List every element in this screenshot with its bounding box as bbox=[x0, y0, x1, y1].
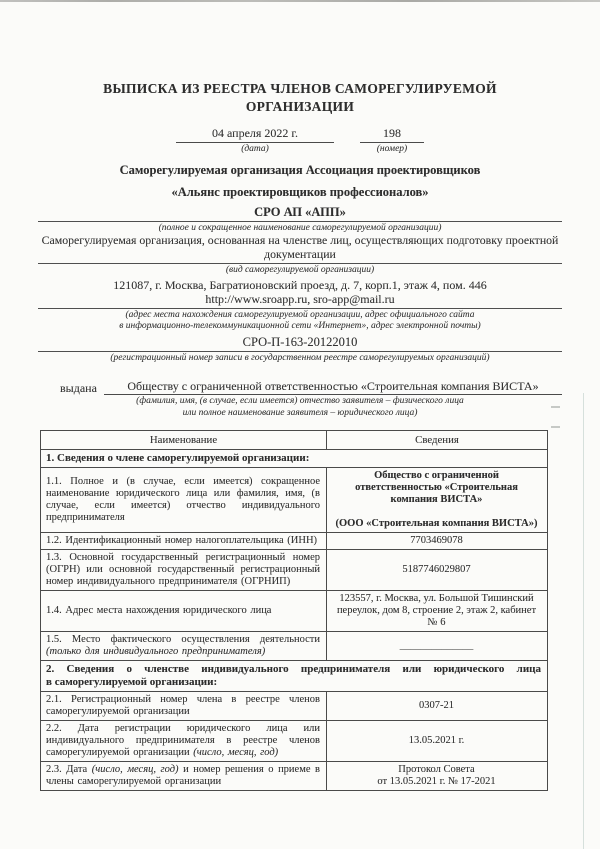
scan-artifact-top-edge bbox=[0, 0, 600, 2]
row-2-1-label: 2.1. Регистрационный номер члена в реестре членов саморегулируемой организации bbox=[41, 692, 327, 721]
section2-title bbox=[41, 661, 548, 692]
row-1-1-label: 1.1. Полное и (в случае, если имеется) сокращенное наименование юридического лица или фамилия, имя, (в случае, если имеется) отчество индивидуального предпринимателя bbox=[41, 468, 327, 533]
issue-info bbox=[38, 126, 562, 155]
issue-number-caption: (номер) bbox=[376, 144, 408, 154]
org-contacts-caption-line2: в информационно-телекоммуникационной сети «Интернет», адрес электронной почты) bbox=[119, 321, 481, 331]
issue-date-field bbox=[176, 126, 334, 155]
row-2-2-value: 13.05.2021 г. bbox=[327, 721, 548, 762]
row-1-4-label: 1.4. Адрес места нахождения юридического лица bbox=[41, 591, 327, 632]
section1-row bbox=[41, 450, 548, 468]
row-2-3-value-line1: Протокол Совета bbox=[398, 764, 475, 775]
section1-title: 1. Сведения о члене саморегулируемой организации: bbox=[41, 450, 548, 468]
section2-title-line2: в саморегулируемой организации: bbox=[46, 676, 218, 688]
table-row-1-1 bbox=[41, 468, 548, 533]
separator-rule bbox=[38, 221, 562, 222]
document-title-line1: ВЫПИСКА ИЗ РЕЕСТРА ЧЛЕНОВ САМОРЕГУЛИРУЕМОЙ bbox=[103, 81, 497, 96]
document-title bbox=[38, 80, 562, 116]
recipient-line bbox=[38, 379, 562, 395]
recipient-name: Обществу с ограниченной ответственностью «Строительная компания ВИСТА» bbox=[104, 379, 562, 395]
row-1-1-value-short: (ООО «Строительная компания ВИСТА») bbox=[335, 518, 538, 529]
table-row-1-5 bbox=[41, 632, 548, 661]
org-name-caption: (полное и сокращенное наименование саморегулируемой организации) bbox=[158, 222, 442, 233]
issue-date-value: 04 апреля 2022 г. bbox=[176, 126, 334, 143]
section2-title-line1: 2. Сведения о членстве индивидуального предпринимателя или юридического лица bbox=[46, 663, 541, 675]
row-1-5-value: ______________ bbox=[327, 632, 548, 661]
row-2-3-value-line2: от 13.05.2021 г. № 17-2021 bbox=[377, 776, 496, 787]
issue-number-field bbox=[360, 126, 424, 155]
table-row-1-4 bbox=[41, 591, 548, 632]
issue-date-caption: (дата) bbox=[241, 144, 269, 154]
row-1-4-value: 123557, г. Москва, ул. Большой Тишинский переулок, дом 8, строение 2, этаж 2, кабинет № 6 bbox=[327, 591, 548, 632]
scan-artifact-dash bbox=[551, 426, 560, 428]
org-contacts: http://www.sroapp.ru, sro-app@mail.ru bbox=[205, 291, 395, 306]
row-2-2-label: 2.2. Дата регистрации юридического лица или индивидуального предпринимателя в реестре членов саморегулируемой организации (число, месяц, год) bbox=[41, 721, 327, 762]
row-2-3-value bbox=[327, 762, 548, 791]
org-reg-number: СРО-П-163-20122010 bbox=[242, 334, 358, 349]
separator-rule bbox=[38, 351, 562, 352]
row-2-3-label: 2.3. Дата (число, месяц, год) и номер решения о приеме в члены саморегулируемой организации bbox=[41, 762, 327, 791]
org-name-line2: «Альянс проектировщиков профессионалов» bbox=[171, 184, 429, 199]
recipient-prefix: выдана bbox=[60, 381, 97, 395]
row-2-1-value: 0307-21 bbox=[327, 692, 548, 721]
column-header-details: Сведения bbox=[327, 431, 548, 450]
recipient-caption-line1: (фамилия, имя, (в случае, если имеется) отчество заявителя – физического лица bbox=[136, 396, 464, 406]
row-1-2-label: 1.2. Идентификационный номер налогоплательщика (ИНН) bbox=[41, 533, 327, 550]
org-type-caption: (вид саморегулируемой организации) bbox=[225, 265, 375, 275]
org-contacts-caption-line1: (адрес места нахождения саморегулируемой организации, адрес официального сайта bbox=[125, 309, 475, 320]
org-name-line1: Саморегулируемая организация Ассоциация проектировщиков bbox=[119, 162, 481, 177]
table-row-1-3 bbox=[41, 550, 548, 591]
org-name-line3: СРО АП «АПП» bbox=[254, 204, 346, 219]
scan-artifact-dash bbox=[551, 406, 560, 408]
document-title-line2: ОРГАНИЗАЦИИ bbox=[245, 99, 355, 114]
registry-table bbox=[40, 430, 548, 791]
org-type: Саморегулируемая организация, основанная на членстве лиц, осуществляющих подготовку проектной документации bbox=[41, 233, 559, 261]
recipient-caption-line2: или полное наименование заявителя – юридического лица) bbox=[182, 407, 418, 418]
table-row-2-1 bbox=[41, 692, 548, 721]
row-1-3-label: 1.3. Основной государственный регистрационный номер (ОГРН) или основной государственный регистрационный номер индивидуального предпринимателя (ОГРНИП) bbox=[41, 550, 327, 591]
separator-rule bbox=[38, 263, 562, 264]
row-1-3-value: 5187746029807 bbox=[327, 550, 548, 591]
row-1-1-value-full: Общество с ограниченной ответственностью «Строительная компания ВИСТА» bbox=[355, 470, 518, 505]
separator-rule bbox=[38, 308, 562, 309]
row-1-5-label: 1.5. Место фактического осуществления деятельности (только для индивидуального предпринимателя) bbox=[41, 632, 327, 661]
scan-artifact-right-line bbox=[583, 393, 584, 849]
org-reg-caption: (регистрационный номер записи в государственном реестре саморегулируемых организаций) bbox=[110, 352, 490, 363]
issue-number-value: 198 bbox=[360, 126, 424, 143]
table-header-row bbox=[41, 431, 548, 450]
table-row-2-3 bbox=[41, 762, 548, 791]
row-1-1-value bbox=[327, 468, 548, 533]
column-header-name: Наименование bbox=[41, 431, 327, 450]
table-row-2-2 bbox=[41, 721, 548, 762]
row-1-2-value: 7703469078 bbox=[327, 533, 548, 550]
org-address: 121087, г. Москва, Багратионовский проезд, д. 7, корп.1, этаж 4, пом. 446 bbox=[113, 277, 487, 292]
table-row-1-2 bbox=[41, 533, 548, 550]
section2-row bbox=[41, 661, 548, 692]
